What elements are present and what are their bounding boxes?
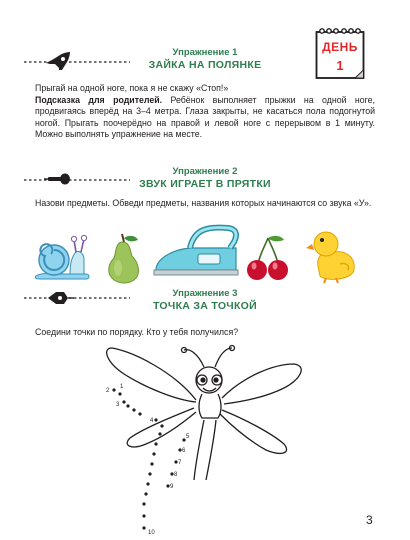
dragonfly-dot-to-dot[interactable] xyxy=(84,340,324,540)
dot-label-6: 6 xyxy=(182,448,186,454)
exercise1-title: ЗАЙКА НА ПОЛЯНКЕ xyxy=(148,59,262,71)
iron-picture[interactable] xyxy=(150,220,242,278)
exercise3-instruction: Соедини точки по порядку. Кто у тебя получился? xyxy=(35,327,239,337)
exercise2-title: ЗВУК ИГРАЕТ В ПРЯТКИ xyxy=(139,178,271,190)
snail-picture[interactable] xyxy=(32,234,92,282)
day-number: 1 xyxy=(336,58,344,73)
dot-label-3: 3 xyxy=(116,402,120,408)
dot-label-9: 9 xyxy=(170,484,174,490)
exercise3-number: Упражнение 3 xyxy=(172,288,238,299)
cherries-picture[interactable] xyxy=(244,234,292,282)
dot-label-8: 8 xyxy=(174,472,178,478)
dot-label-5: 5 xyxy=(186,434,190,440)
dot-label-4: 4 xyxy=(150,418,154,424)
exercise1-number: Упражнение 1 xyxy=(172,47,238,58)
dot-label-10: 10 xyxy=(148,530,155,536)
dot-label-2: 2 xyxy=(106,388,110,394)
page-number: 3 xyxy=(366,513,373,527)
exercise3-title: ТОЧКА ЗА ТОЧКОЙ xyxy=(152,300,257,312)
pear-picture[interactable] xyxy=(100,230,146,286)
dot-label-7: 7 xyxy=(178,460,182,466)
hint-label: Подсказка для родителей. xyxy=(35,95,163,105)
exercise2-instruction: Назови предметы. Обведи предметы, названия которых начинаются со звука «У». xyxy=(35,198,372,208)
day-label: ДЕНЬ xyxy=(322,40,358,54)
duckling-picture[interactable] xyxy=(306,226,362,284)
dot-label-1: 1 xyxy=(120,384,124,390)
exercise1-instruction: Прыгай на одной ноге, пока я не скажу «Стоп!» xyxy=(35,83,229,93)
hint-text: Ребёнок выполняет прыжки на одной ноге, продвигаясь вперёд на 3–4 метра. Глаза закрыты, не касаться пола подогнутой ногой. Прыгать поочерёдно на правой и левой ноге с перерывом в 1 минуту. Можно выполнять упражнение на месте. xyxy=(35,95,375,140)
exercise1-hint xyxy=(35,95,375,141)
exercise2-number: Упражнение 2 xyxy=(172,166,238,177)
